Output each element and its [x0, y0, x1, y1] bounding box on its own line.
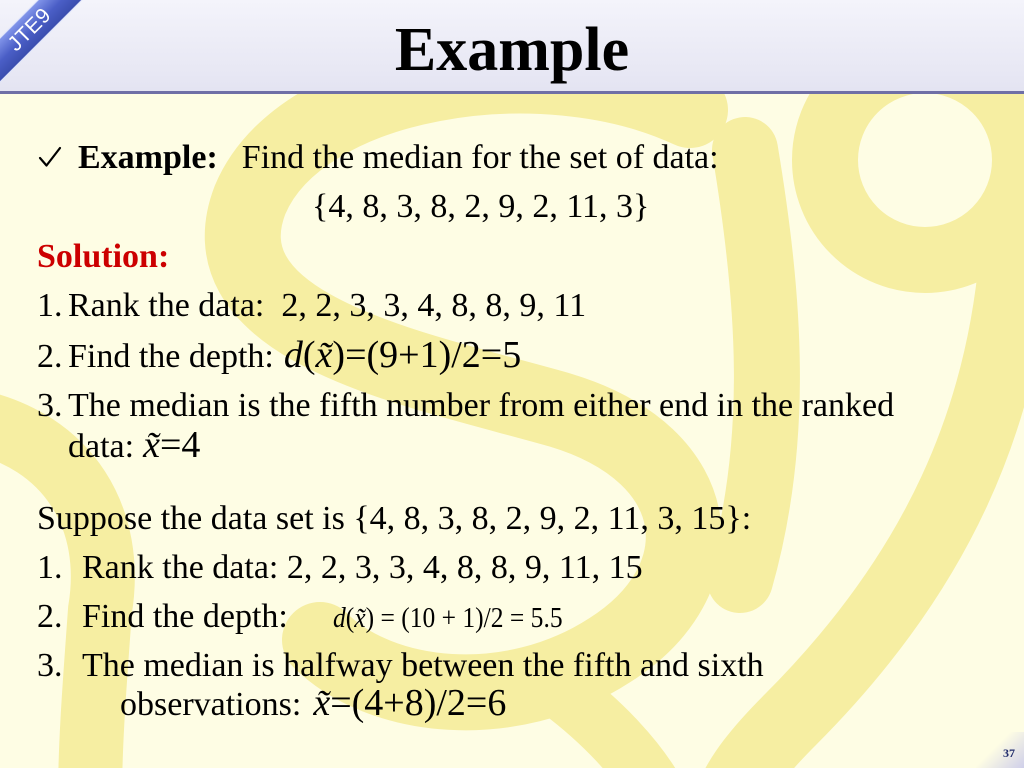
step-text-continuation: data: [68, 428, 135, 465]
math-variable: x̃ [143, 424, 160, 466]
step-number: 3. [37, 647, 63, 684]
step-text: Rank the data: 2, 2, 3, 3, 4, 8, 8, 9, 11, 15 [82, 549, 643, 586]
example-label: Example: [78, 139, 218, 176]
second-example-intro: Suppose the data set is {4, 8, 3, 8, 2, 9, 2, 11, 3, 15}: [37, 500, 752, 537]
check-icon [38, 146, 62, 168]
slide-title: Example [394, 16, 630, 84]
page-number-badge [976, 732, 1024, 768]
solution-step-3-continuation [68, 425, 200, 467]
second-step-3 [37, 646, 764, 686]
depth-formula: d(x̃)=(9+1)/2=5 [283, 334, 522, 376]
solution-heading-line [37, 237, 169, 277]
step-number: 2. [37, 338, 63, 375]
data-set: {4, 8, 3, 8, 2, 9, 2, 11, 3} [312, 188, 650, 225]
solution-step-2 [37, 335, 521, 377]
median-formula: x̃=(4+8)/2=6 [313, 682, 507, 724]
second-step-1 [37, 548, 643, 588]
step-text: Find the depth: [68, 338, 274, 375]
second-example-intro-line [37, 499, 751, 539]
step-text: Find the depth: [82, 598, 288, 635]
solution-step-3 [37, 386, 894, 426]
step-number: 1. [37, 549, 63, 586]
step-text: Rank the data: 2, 2, 3, 3, 4, 8, 8, 9, 11 [68, 287, 587, 324]
math-variable: x̃ [354, 602, 366, 634]
data-set-line [312, 187, 649, 227]
example-prompt: Find the median for the set of data: [241, 139, 719, 176]
solution-label: Solution: [37, 238, 170, 275]
math-variable: d [283, 334, 303, 376]
depth-formula: d(x̃) = (10 + 1)/2 = 5.5 [332, 602, 563, 634]
step-number: 2. [37, 598, 63, 635]
step-number: 1. [37, 287, 63, 324]
step-text: The median is halfway between the fifth and sixth [82, 647, 764, 684]
step-text: The median is the fifth number from either end in the ranked [68, 387, 895, 424]
step-text-continuation: observations: [120, 686, 302, 723]
math-variable: x̃ [313, 682, 331, 724]
math-variable: x̃ [315, 334, 333, 376]
example-line [38, 138, 719, 178]
step-number: 3. [37, 387, 63, 424]
second-step-3-continuation [120, 683, 506, 725]
solution-step-1 [37, 286, 586, 326]
corner-label: JTE9 [3, 3, 56, 56]
math-variable: d [332, 602, 346, 634]
median-formula: x̃=4 [143, 424, 201, 466]
page-number: 37 [1003, 746, 1015, 760]
second-step-2 [37, 597, 594, 638]
